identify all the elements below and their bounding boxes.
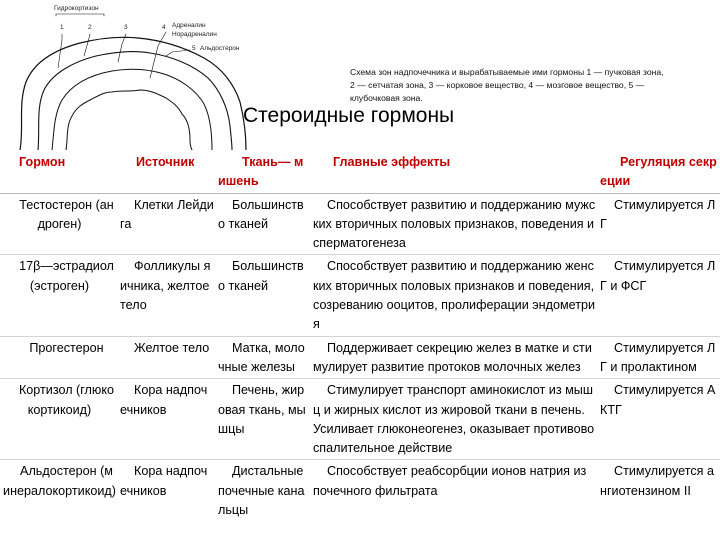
table-row	[0, 460, 720, 521]
table-row	[0, 336, 720, 379]
cell-main-effects: Способствует развитию и поддержанию женских вторичных половых признаков и поведения, созреванию ооцитов, пролиферации эндометрия	[313, 259, 596, 332]
diagram-caption: Схема зон надпочечника и вырабатываемые ими гормоны 1 — пучковая зона, 2 — сетчатая зона, 3 — корковое вещество, 4 — мозговое вещество, 5 — клубочковая зона.	[350, 67, 664, 103]
cell-regulation: Стимулируется ЛГ	[600, 197, 716, 231]
cell-regulation: Стимулируется АКТГ	[600, 383, 716, 417]
label-hydrocortisone: Гидрокортизон	[54, 5, 99, 12]
header-main-effects: Главные эффекты	[333, 155, 451, 169]
cell-main-effects: Стимулирует транспорт аминокислот из мышц и жирных кислот из жировой ткани в печень. Усиливает глюконеогенез, оказывает противовоспалительное действие	[313, 383, 595, 456]
cell-hormone: Тестостерон (андроген)	[19, 197, 114, 231]
cell-hormone: Альдостерон (минералокортикоид)	[3, 464, 116, 498]
cell-target-tissue: Большинство тканей	[218, 259, 304, 293]
cell-main-effects: Способствует реабсорбции ионов натрия из почечного фильтрата	[313, 464, 587, 498]
label-zone-3: 3	[124, 24, 128, 31]
label-zone-2: 2	[88, 24, 92, 31]
header-source: Источник	[136, 155, 195, 169]
cell-hormone: Кортизол (глюкокортикоид)	[18, 383, 115, 417]
cell-target-tissue: Матка, молочные железы	[218, 340, 305, 374]
cell-target-tissue: Дистальные почечные канальцы	[218, 464, 305, 518]
cell-target-tissue: Большинство тканей	[218, 197, 304, 231]
label-aldosterone: Альдостерон	[200, 45, 240, 52]
cell-regulation: Стимулируется ЛГ и ФСГ	[600, 259, 716, 293]
header-target-tissue: Ткань— мишень	[218, 155, 304, 189]
cell-source: Желтое тело	[134, 340, 210, 355]
label-zone-1: 1	[60, 24, 64, 31]
header-secretion-regulation: Регуляция секреции	[600, 155, 717, 189]
cell-regulation: Стимулируется ангиотензином II	[600, 464, 714, 498]
cell-source: Клетки Лейдига	[120, 197, 214, 231]
page-title: Стероидные гормоны	[243, 104, 455, 127]
table-header-row	[0, 150, 720, 193]
cell-hormone: Прогестерон	[29, 340, 104, 355]
table-row	[0, 193, 720, 255]
hydrocortisone-bracket-line	[56, 14, 104, 16]
label-zone-5: 5	[192, 45, 196, 52]
medulla-wavy-inner-line	[66, 90, 192, 150]
cell-source: Фолликулы яичника, желтое тело	[120, 259, 211, 313]
header-hormone: Гормон	[19, 155, 66, 169]
cell-hormone: 17β—эстрадиол (эстроген)	[19, 259, 114, 293]
zone-5-pointer-line	[166, 50, 190, 56]
label-zone-4: 4	[162, 24, 166, 31]
zone-2-pointer-line	[84, 34, 90, 56]
table-row	[0, 379, 720, 460]
cell-regulation: Стимулируется ЛГ и пролактином	[600, 340, 716, 374]
cell-main-effects: Поддерживает секрецию желез в матке и стимулирует развитие протоков молочных желез	[313, 340, 592, 374]
table-row	[0, 255, 720, 336]
label-adrenaline: Адреналин	[172, 22, 206, 29]
steroid-hormones-table	[0, 150, 720, 521]
zone-3-pointer-line	[118, 34, 126, 62]
label-noradrenaline: Норадреналин	[172, 31, 217, 38]
cell-main-effects: Способствует развитию и поддержанию мужских вторичных половых признаков, поведения и сперматогенеза	[313, 197, 596, 251]
cell-target-tissue: Печень, жировая ткань, мышцы	[218, 383, 306, 436]
cell-source: Кора надпочечников	[120, 383, 208, 417]
cell-source: Кора надпочечников	[120, 464, 208, 498]
